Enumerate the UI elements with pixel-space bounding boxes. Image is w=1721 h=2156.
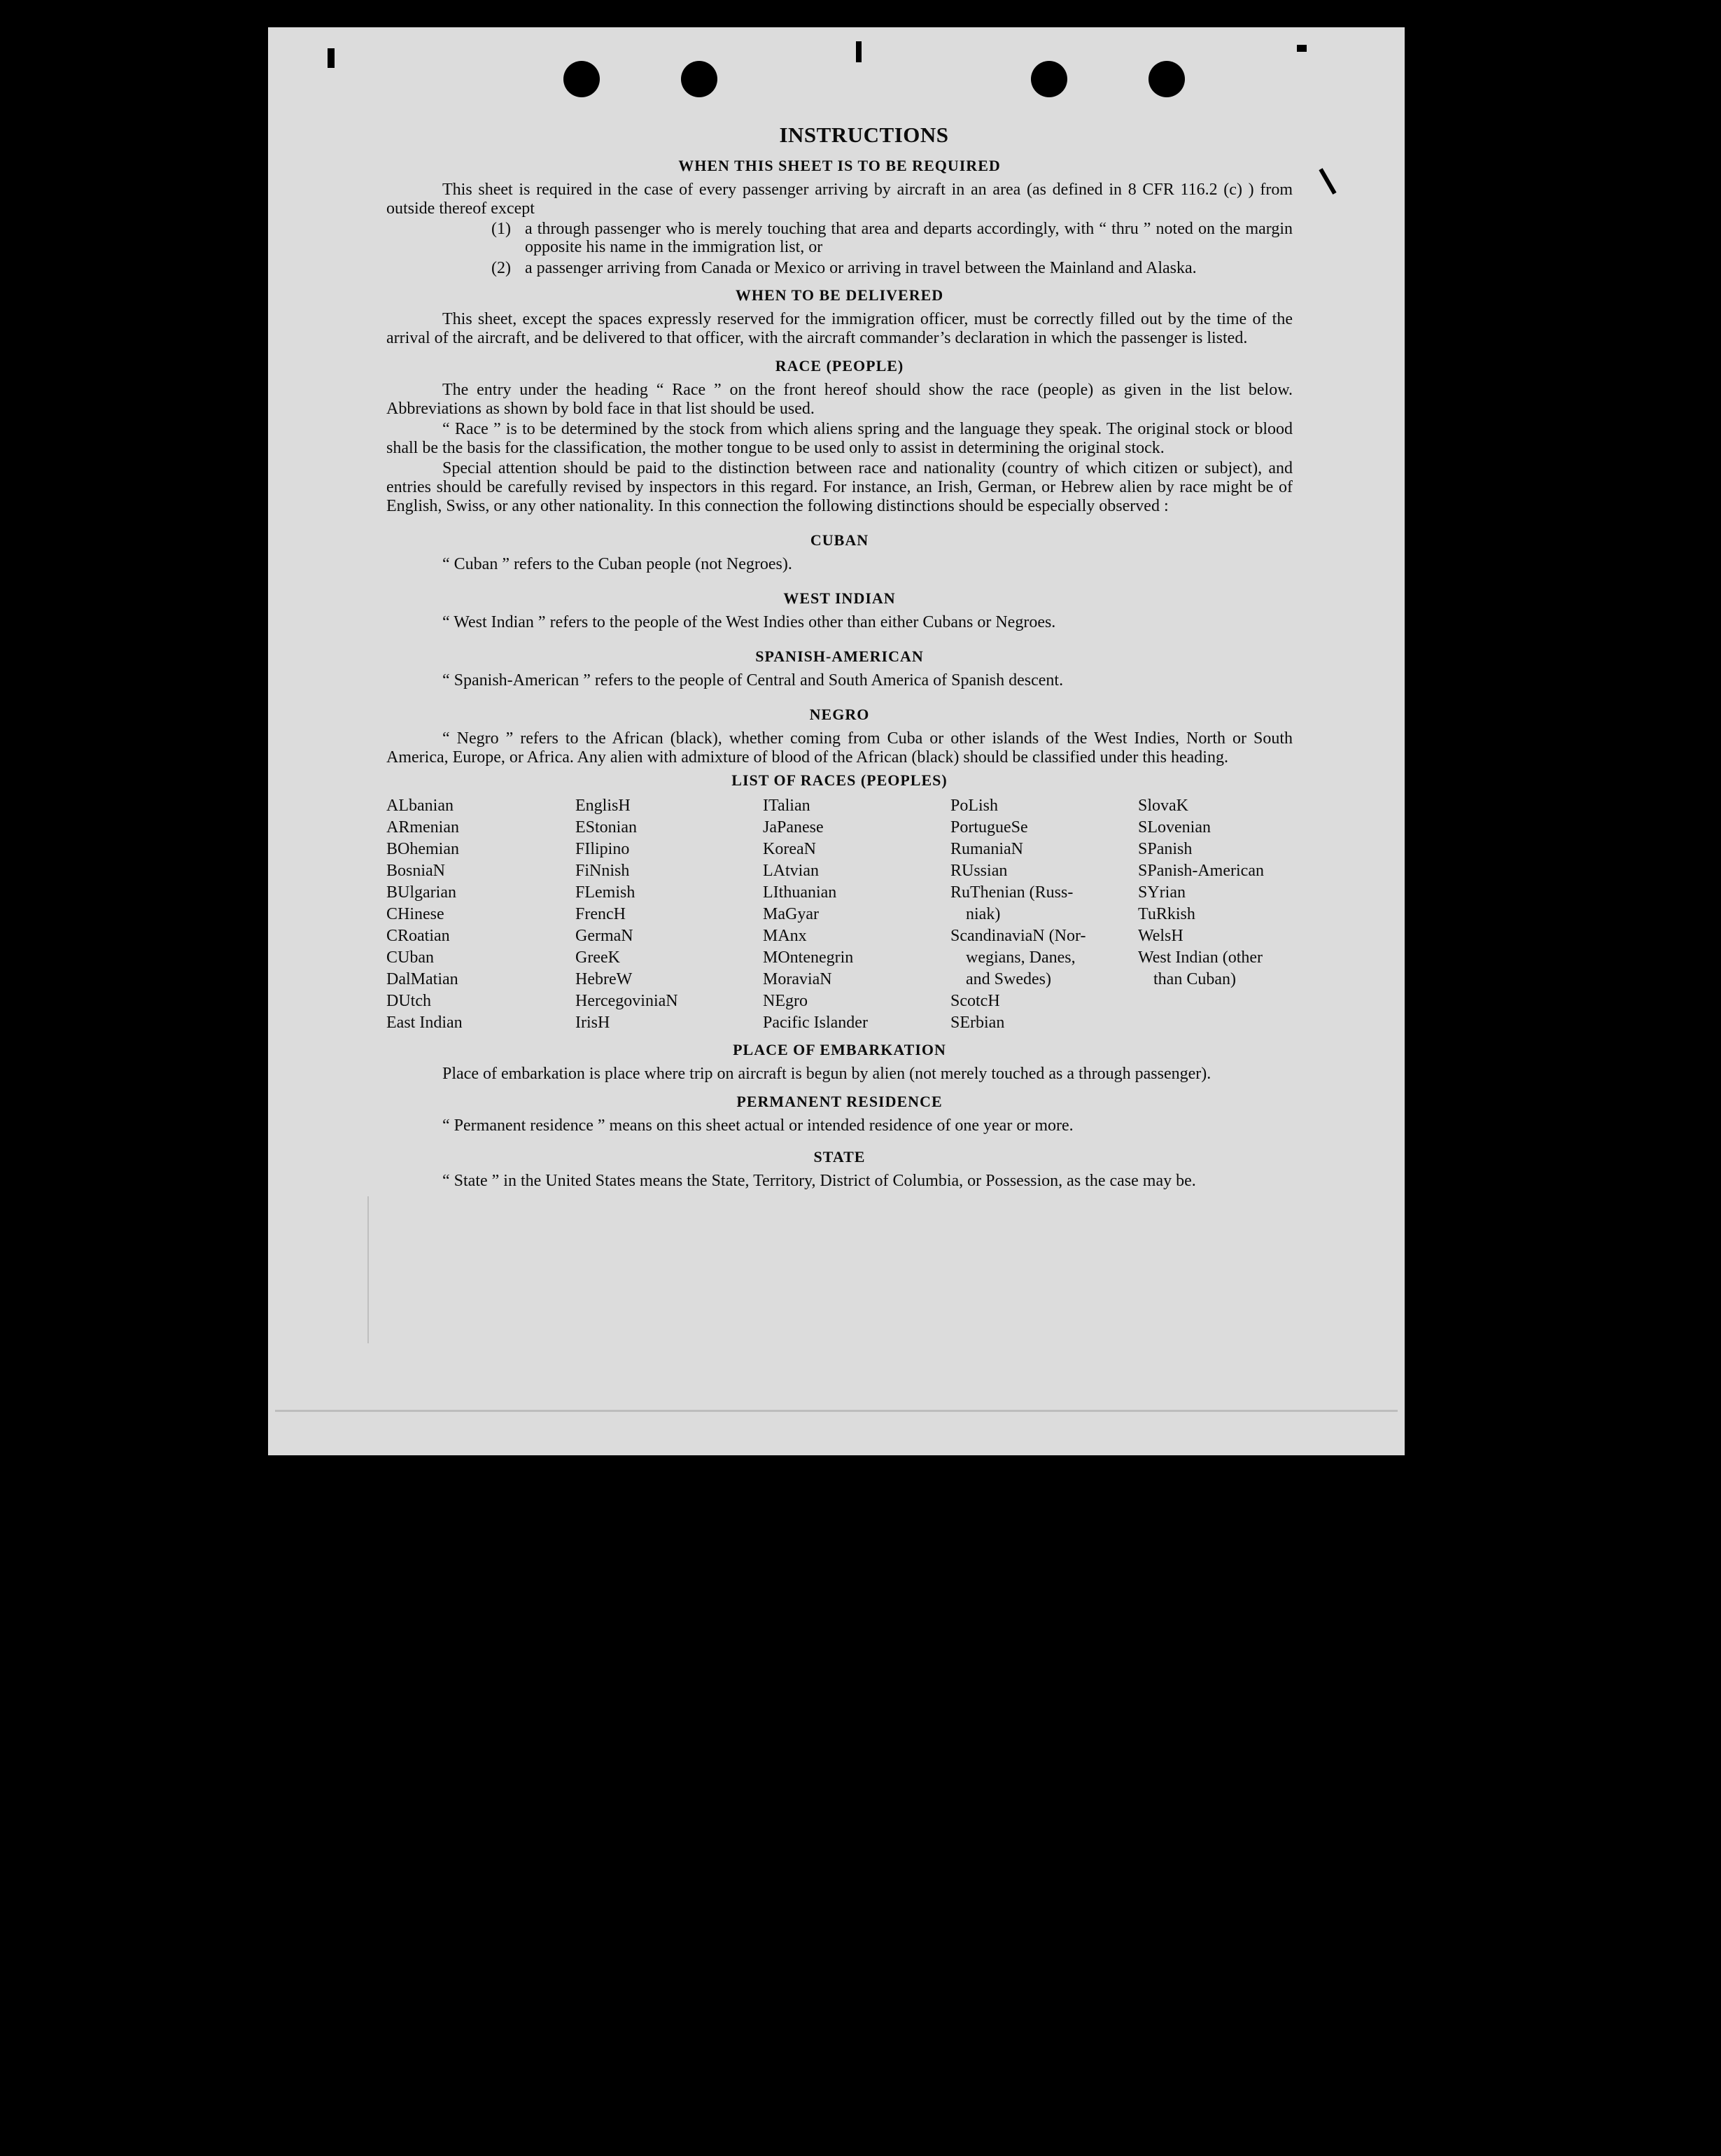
race-column	[386, 795, 575, 1034]
paragraph: This sheet, except the spaces expressly reserved for the immigration officer, must be correctly filled out by the time of the arrival of the aircraft, and be delivered to that officer, with the aircraft commander’s declaration in which the passenger is listed.	[386, 310, 1293, 347]
race-column	[1138, 795, 1292, 1034]
section-heading: LIST OF RACES (PEOPLES)	[731, 771, 948, 789]
race-entry: SYrian	[1138, 883, 1186, 902]
section-heading: SPANISH-AMERICAN	[755, 648, 924, 665]
race-entry: West Indian (other	[1138, 948, 1263, 967]
instructions-content	[386, 122, 1293, 1192]
race-entry: NEgro	[763, 992, 808, 1010]
paragraph: “ Permanent residence ” means on this sheet actual or intended residence of one year or more.	[442, 1116, 1074, 1135]
list-item	[386, 220, 1293, 256]
race-entry: BosniaN	[386, 862, 445, 880]
page-title: INSTRUCTIONS	[779, 122, 949, 147]
race-entry: ITalian	[763, 797, 810, 815]
race-entry: GreeK	[575, 948, 620, 967]
scan-speck	[1319, 168, 1336, 195]
scan-speck	[856, 41, 862, 62]
race-entry: ARmenian	[386, 818, 459, 836]
race-column	[575, 795, 763, 1034]
item-text: a through passenger who is merely touching that area and departs accordingly, with “ thru ” noted on the margin opposite his name in the immigration list, or	[525, 220, 1293, 256]
race-list	[386, 795, 1293, 1034]
section-heading: WHEN THIS SHEET IS TO BE REQUIRED	[678, 157, 1001, 174]
paragraph: “ Cuban ” refers to the Cuban people (not Negroes).	[442, 555, 792, 573]
paragraph: This sheet is required in the case of every passenger arriving by aircraft in an area (as defined in 8 CFR 116.2 (c) ) from outside thereof except	[386, 181, 1293, 218]
paragraph: “ Negro ” refers to the African (black), whether coming from Cuba or other islands of the West Indies, North or South America, Europe, or Africa. Any alien with admixture of blood of the African (black) should be classified under this heading.	[386, 729, 1293, 766]
race-entry: RumaniaN	[950, 840, 1023, 858]
list-item	[386, 259, 1293, 277]
race-entry: MAnx	[763, 927, 807, 945]
item-number: (2)	[491, 259, 511, 277]
section-heading: PERMANENT RESIDENCE	[736, 1093, 943, 1110]
paragraph: “ West Indian ” refers to the people of the West Indies other than either Cubans or Negroes.	[442, 613, 1056, 631]
punch-hole	[681, 61, 717, 97]
paragraph: The entry under the heading “ Race ” on the front hereof should show the race (people) as given in the list below. Abbreviations as shown by bold face in that list should be used.	[386, 381, 1293, 418]
item-text: a passenger arriving from Canada or Mexico or arriving in travel between the Mainland and Alaska.	[525, 259, 1197, 277]
race-entry: CRoatian	[386, 927, 450, 945]
race-entry: FrencH	[575, 905, 626, 923]
race-entry: DUtch	[386, 992, 431, 1010]
race-entry: wegians, Danes,	[966, 948, 1076, 967]
race-entry: East Indian	[386, 1014, 463, 1032]
scan-speck	[328, 48, 335, 68]
section-heading: WHEN TO BE DELIVERED	[735, 286, 944, 304]
race-entry: CUban	[386, 948, 434, 967]
margin-rule	[367, 1196, 369, 1343]
race-entry: SPanish	[1138, 840, 1193, 858]
punch-hole	[1031, 61, 1067, 97]
race-entry: MOntenegrin	[763, 948, 854, 967]
race-entry: MaGyar	[763, 905, 819, 923]
race-column	[950, 795, 1138, 1034]
paragraph: “ State ” in the United States means the State, Territory, District of Columbia, or Possession, as the case may be.	[442, 1172, 1196, 1190]
race-entry: JaPanese	[763, 818, 824, 836]
race-entry: and Swedes)	[966, 970, 1051, 988]
race-entry: EnglisH	[575, 797, 631, 815]
paragraph: “ Spanish-American ” refers to the people of Central and South America of Spanish descent.	[442, 671, 1064, 690]
fold-line	[275, 1410, 1398, 1412]
race-entry: ALbanian	[386, 797, 454, 815]
race-entry: niak)	[966, 905, 1001, 923]
race-entry: SlovaK	[1138, 797, 1188, 815]
race-entry: IrisH	[575, 1014, 610, 1032]
race-entry: FLemish	[575, 883, 635, 902]
race-entry: RUssian	[950, 862, 1008, 880]
race-entry: PoLish	[950, 797, 999, 815]
item-number: (1)	[491, 220, 511, 238]
race-entry: Pacific Islander	[763, 1014, 868, 1032]
race-entry: CHinese	[386, 905, 444, 923]
race-entry: BOhemian	[386, 840, 459, 858]
section-heading: NEGRO	[809, 706, 870, 723]
paragraph: Special attention should be paid to the distinction between race and nationality (country of which citizen or subject), and entries should be carefully revised by inspectors in this regard. For instance, an Irish, German, or Hebrew alien by race might be of English, Swiss, or any other nationality. In this connection the following distinctions should be especially observed :	[386, 459, 1293, 515]
paragraph: Place of embarkation is place where trip on aircraft is begun by alien (not merely touched as a through passenger).	[442, 1065, 1211, 1083]
race-entry: MoraviaN	[763, 970, 832, 988]
section-heading: PLACE OF EMBARKATION	[733, 1041, 946, 1058]
race-column	[763, 795, 950, 1034]
race-entry: GermaN	[575, 927, 633, 945]
race-entry: KoreaN	[763, 840, 816, 858]
race-entry: FIlipino	[575, 840, 630, 858]
race-entry: SPanish-American	[1138, 862, 1264, 880]
section-heading: RACE (PEOPLE)	[775, 357, 904, 374]
race-entry: HebreW	[575, 970, 633, 988]
section-heading: WEST INDIAN	[783, 589, 896, 607]
race-entry: PortugueSe	[950, 818, 1028, 836]
document-page	[268, 27, 1405, 1455]
section-heading: CUBAN	[810, 531, 869, 549]
race-entry: ScotcH	[950, 992, 1000, 1010]
race-entry: HercegoviniaN	[575, 992, 678, 1010]
race-entry: LAtvian	[763, 862, 819, 880]
punch-hole	[1148, 61, 1185, 97]
race-entry: SLovenian	[1138, 818, 1211, 836]
race-entry: BUlgarian	[386, 883, 456, 902]
race-entry: EStonian	[575, 818, 637, 836]
section-heading: STATE	[813, 1148, 866, 1166]
race-entry: TuRkish	[1138, 905, 1195, 923]
race-entry: WelsH	[1138, 927, 1183, 945]
race-entry: RuThenian (Russ-	[950, 883, 1074, 902]
scan-speck	[1297, 45, 1307, 52]
race-entry: ScandinaviaN (Nor-	[950, 927, 1086, 945]
race-entry: SErbian	[950, 1014, 1005, 1032]
race-entry: DalMatian	[386, 970, 458, 988]
race-entry: than Cuban)	[1153, 970, 1236, 988]
race-entry: FiNnish	[575, 862, 630, 880]
paragraph: “ Race ” is to be determined by the stock from which aliens spring and the language they speak. The original stock or blood shall be the basis for the classification, the mother tongue to be used only to assist in determining the original stock.	[386, 420, 1293, 457]
punch-hole	[563, 61, 600, 97]
race-entry: LIthuanian	[763, 883, 837, 902]
